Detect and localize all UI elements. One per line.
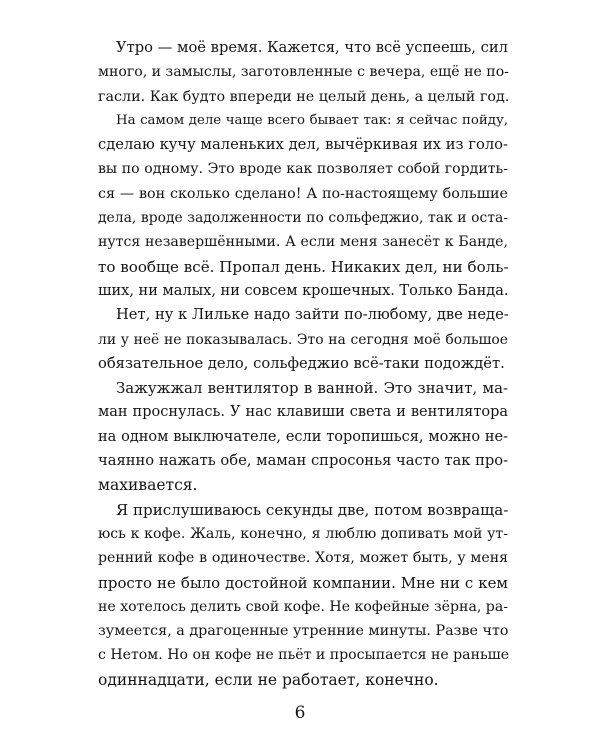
page-number: 6 [294, 703, 306, 723]
text-line: Я прислушиваюсь секунды две, потом возвраща- [116, 500, 509, 519]
paragraph [98, 109, 508, 303]
text-line: ренний кофе в одиночестве. Хотя, может быть, у меня [98, 550, 508, 567]
paragraph [98, 498, 508, 692]
text-line: то вообще всё. Пропал день. Никаких дел, ни боль- [98, 257, 509, 276]
paragraph [98, 36, 508, 109]
text-line: нутся незавершёнными. А если меня занесёт к Банде, [98, 234, 508, 251]
text-line: ших, ни малых, ни совсем крошечных. Только Банда. [98, 282, 509, 299]
paragraph [98, 376, 508, 497]
text-line: не хотелось делить свой кофе. Не кофейные зёрна, ра- [98, 598, 508, 615]
text-line: просто не было достойной компании. Мне ни с кем [98, 573, 508, 592]
text-line: на одном выключателе, если торопишься, можно не- [98, 428, 508, 445]
text-line: обязательное дело, сольфеджио всё-таки подождёт. [98, 354, 505, 372]
text-line: Зажужжал вентилятор в ванной. Это значит, ма- [116, 379, 508, 398]
text-line: одиннадцати, если не работает, конечно. [98, 670, 439, 689]
text-line: зумеется, а драгоценные утренние минуты. Разве что [98, 623, 509, 640]
text-line: Утро — моё время. Кажется, что всё успеешь, сил [116, 39, 508, 56]
text-line: ман проснулась. У нас клавиши света и вентилятора [98, 404, 508, 421]
text-line: много, и замыслы, заготовленные с вечера, ещё не по- [98, 64, 509, 81]
text-line: На самом деле чаще всего бывает так: я сейчас пойду, [116, 112, 508, 128]
text-line: ся — вон сколько сделано! А по-настоящему большие [98, 185, 508, 202]
body-text [98, 36, 508, 692]
text-line: чаянно нажать обе, маман спросонья часто так про- [98, 452, 509, 470]
text-line: юсь к кофе. Жаль, конечно, я люблю допивать мой ут- [98, 525, 508, 542]
text-line: гасли. Как будто впереди не целый день, а целый год. [98, 88, 510, 105]
text-line: сделаю кучу маленьких дел, вычёркивая их из голо- [98, 136, 508, 154]
text-line: Нет, ну к Лильке надо зайти по-любому, две неде- [116, 306, 509, 324]
text-line: с Нетом. Но он кофе не пьёт и просыпается не раньше [98, 647, 510, 664]
text-line: вы по одному. Это вроде как позволяет собой гордить- [98, 161, 508, 178]
text-line: махивается. [98, 476, 198, 495]
paragraph [98, 303, 508, 376]
text-line: ли у неё не показывалась. Это на сегодня моё большое [98, 331, 508, 348]
text-line: дела, вроде задолженности по сольфеджио, так и оста- [98, 210, 508, 227]
